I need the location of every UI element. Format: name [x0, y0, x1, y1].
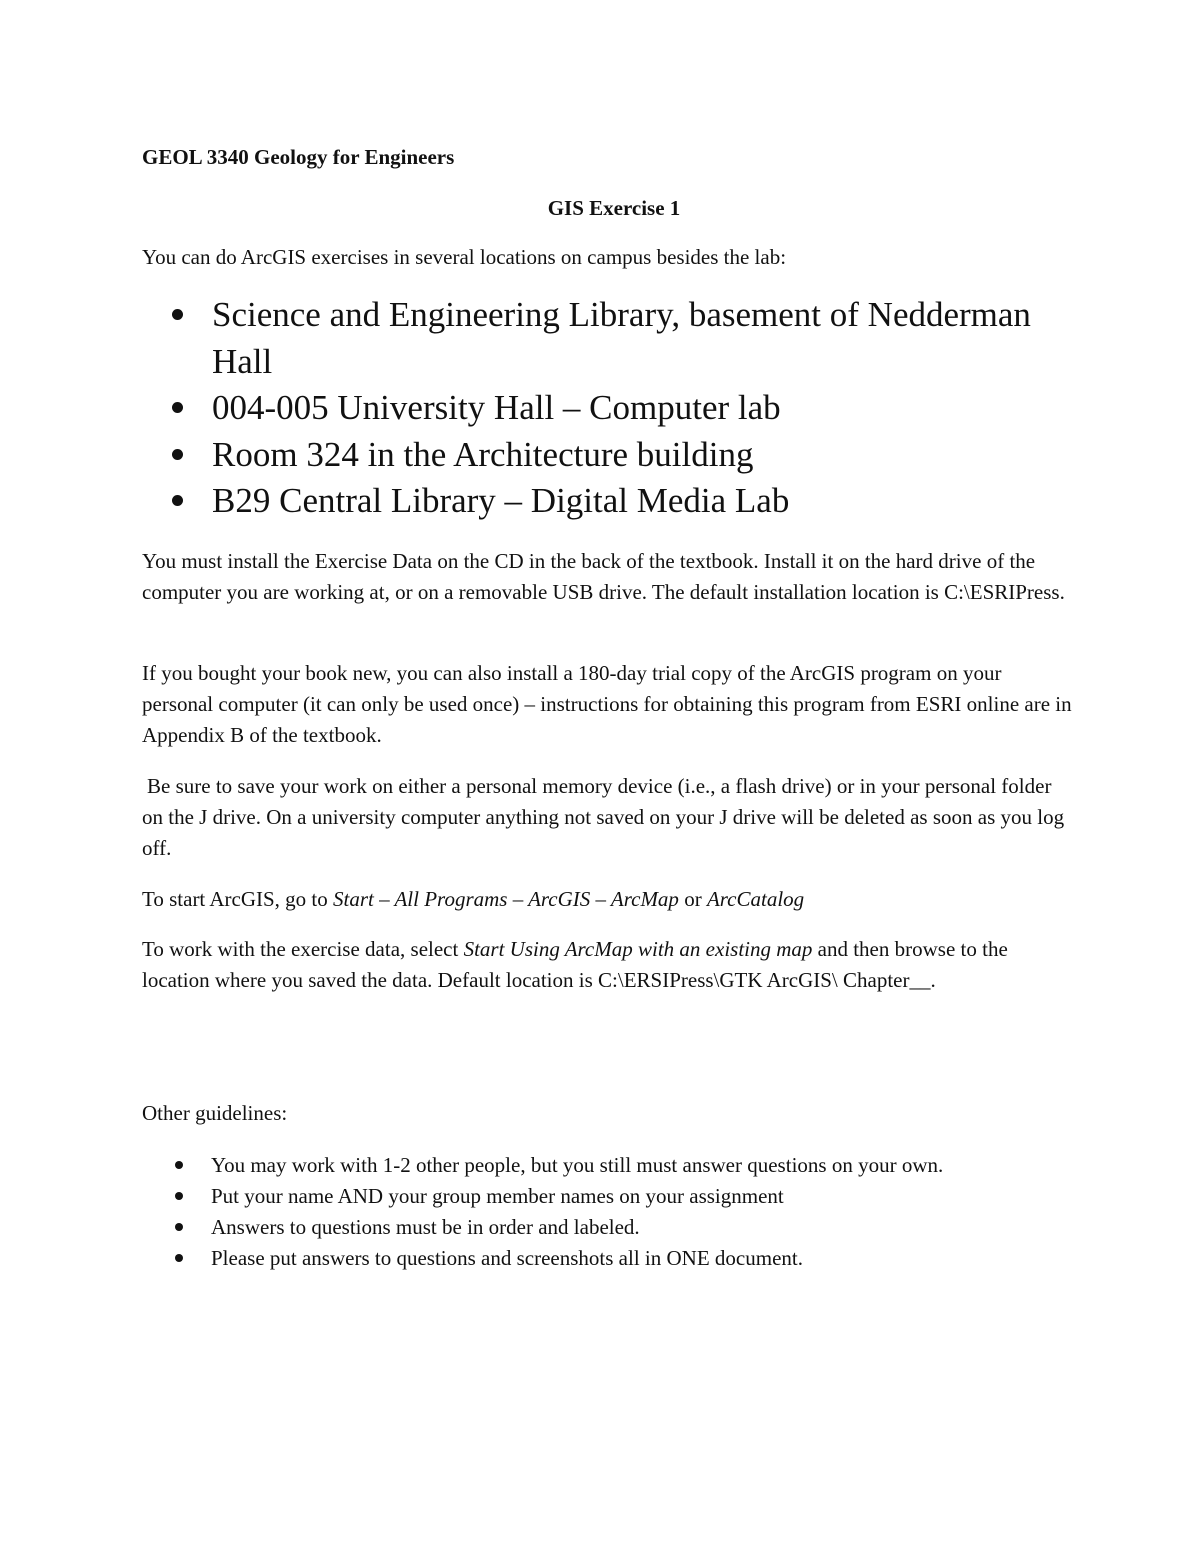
bullet-icon [172, 495, 183, 506]
location-text: Science and Engineering Library, basement of Nedderman Hall [212, 295, 1031, 381]
data-prefix: To work with the exercise data, select [142, 937, 464, 961]
bullet-icon [175, 1254, 183, 1262]
list-item [142, 478, 1072, 525]
arcmap-option: Start Using ArcMap with an existing map [463, 937, 813, 961]
course-title: GEOL 3340 Geology for Engineers [142, 145, 455, 169]
location-text: B29 Central Library – Digital Media Lab [212, 481, 790, 520]
bullet-icon [172, 309, 183, 320]
data-suffix: and then browse to the location where you saved the data. Default location is C:\ERSIPress\GTK ArcGIS\ Chapter__. [142, 937, 1008, 992]
location-text: Room 324 in the Architecture building [212, 434, 754, 474]
guideline-text: Answers to questions must be in order and labeled. [211, 1215, 640, 1239]
guideline-text: Put your name AND your group member names on your assignment [211, 1184, 784, 1208]
list-item [142, 432, 1072, 479]
list-item [142, 1150, 1072, 1181]
guidelines-heading: Other guidelines: [142, 1101, 288, 1125]
data-paragraph [142, 934, 1072, 996]
guidelines-list [142, 1150, 1072, 1274]
list-item [142, 292, 1072, 385]
start-paragraph [142, 884, 1072, 915]
locations-list [142, 292, 1072, 525]
exercise-title: GIS Exercise 1 [547, 196, 681, 220]
list-item [142, 385, 1072, 432]
list-item [142, 1181, 1072, 1212]
bullet-icon [175, 1161, 183, 1169]
install-paragraph: You must install the Exercise Data on the CD in the back of the textbook. Install it on the hard drive of the computer you are working at, or on a removable USB drive. The default installation location is C:\ESRIPress. [142, 549, 1065, 604]
bullet-icon [175, 1192, 183, 1200]
bullet-icon [172, 449, 183, 460]
location-text: 004-005 University Hall – Computer lab [212, 388, 781, 427]
guideline-text: You may work with 1-2 other people, but you still must answer questions on your own. [211, 1153, 944, 1177]
start-joiner: or [678, 887, 707, 911]
start-menu-path: Start – All Programs – ArcGIS – ArcMap [333, 887, 679, 911]
save-paragraph: Be sure to save your work on either a personal memory device (i.e., a flash drive) or in your personal folder on the J drive. On a university computer anything not saved on your J drive will be deleted as soon as you log off. [142, 774, 1065, 860]
intro-paragraph: You can do ArcGIS exercises in several locations on campus besides the lab: [142, 245, 787, 269]
trial-paragraph: If you bought your book new, you can also install a 180-day trial copy of the ArcGIS program on your personal computer (it can only be used once) – instructions for obtaining this program from ESRI online are in Appendix B of the textbook. [142, 661, 1072, 747]
list-item [142, 1243, 1072, 1274]
bullet-icon [175, 1223, 183, 1231]
list-item [142, 1212, 1072, 1243]
arccatalog-name: ArcCatalog [706, 887, 805, 911]
bullet-icon [172, 402, 183, 413]
guideline-text: Please put answers to questions and screenshots all in ONE document. [211, 1246, 803, 1270]
start-prefix: To start ArcGIS, go to [142, 887, 334, 911]
